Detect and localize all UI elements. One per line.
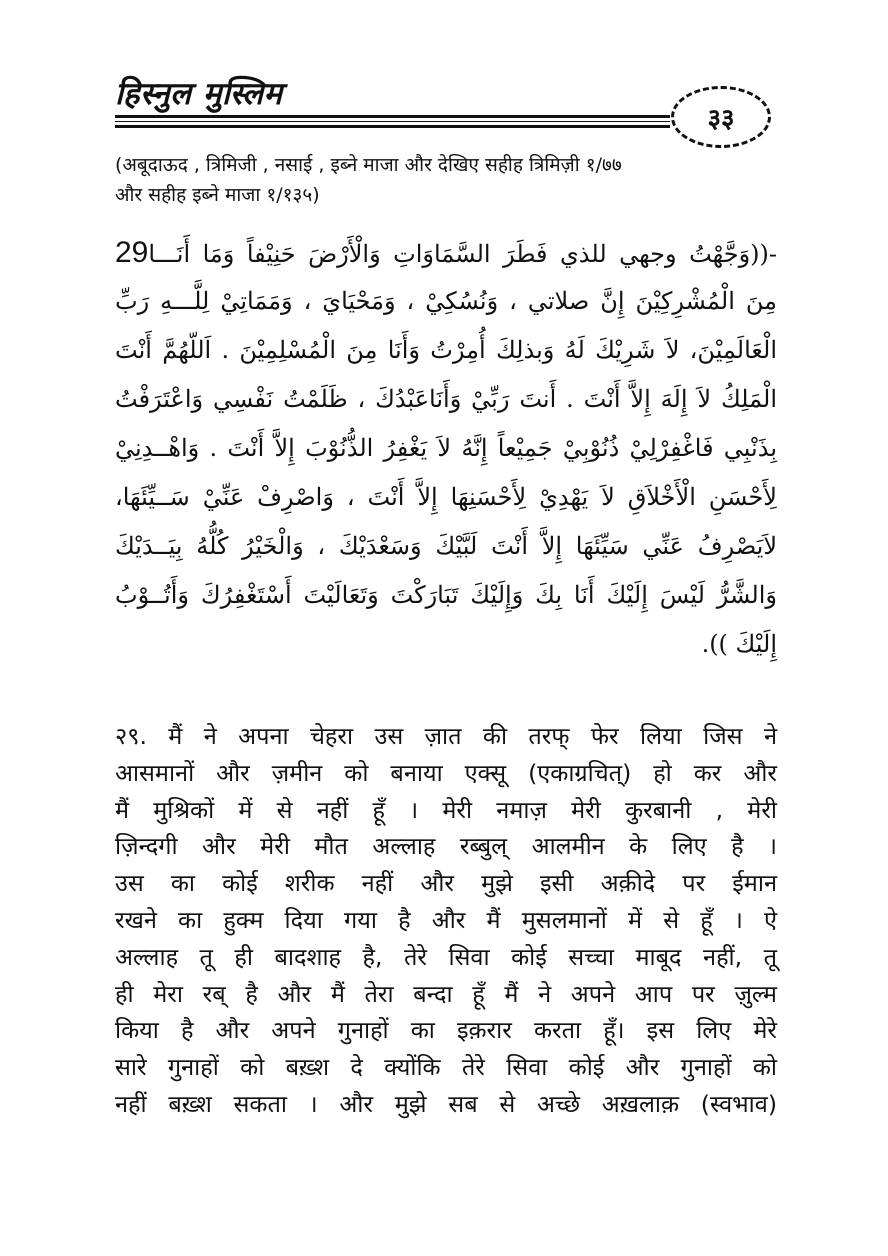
translation-line: मैं मुश्रिकों में से नहीं हूँ । मेरी नमाज़ मेरी कुरबानी , मेरी xyxy=(115,795,777,824)
translation-line: रखने का हुक्म दिया गया है और मैं मुसलमानों में से हूँ । ऐ xyxy=(115,905,777,934)
translation-line: सारे गुनाहों को बख़्श दे क्योंकि तेरे सिवा कोई और गुनाहों को xyxy=(115,1053,777,1082)
hadith-reference xyxy=(115,150,775,210)
book-title: हिस्नुल मुस्लिम xyxy=(115,72,283,118)
arabic-line: مِنَ الْمُشْرِكِيْنَ إِنَّ صلاتي ، وَنُسُكِيْ ، وَمَحْيَايَ ، وَمَمَاتِيْ لِلَّـــهِ رَبِّ xyxy=(115,287,777,315)
header-rule-thick xyxy=(115,115,670,118)
hindi-translation xyxy=(115,718,777,1123)
translation-line: २९. मैं ने अपना चेहरा उस ज़ात की तरफ् फेर लिया जिस ने xyxy=(115,722,777,750)
translation-line: अल्लाह तू ही बादशाह है, तेरे सिवा कोई सच्चा माबूद नहीं, तू xyxy=(115,942,777,971)
translation-line: आसमानों और ज़मीन को बनाया एक्सू (एकाग्रचित्) हो कर और xyxy=(115,758,777,787)
arabic-line xyxy=(115,228,777,277)
dua-number: 29 xyxy=(115,236,149,269)
arabic-dua xyxy=(115,228,777,669)
translation-line: उस का कोई शरीक नहीं और मुझे इसी अक़ीदे पर ईमान xyxy=(115,869,777,898)
header-rule-thin xyxy=(115,121,670,122)
page-number: ३३ xyxy=(707,104,735,134)
arabic-line: الْعَالَمِيْنَ، لاَ شَرِيْكَ لَهُ وَبذلِكَ أُمِرْتُ وَأَنَا مِنَ الْمُسْلِمِيْنَ . اَللّهُمَّ أَنْتَ xyxy=(115,336,777,364)
arabic-line: بِذَنْبِي فَاغْفِرْلِيْ ذُنُوْبِيْ جَمِيْعاً إِنَّهُ لاَ يَغْفِرُ الذُّنُوْبَ إِلاَّ أَنْتَ . وَاهْــدِنِيْ xyxy=(115,434,777,462)
translation-line: ज़िन्दगी और मेरी मौत अल्लाह रब्बुल् आलमीन के लिए है । xyxy=(115,832,777,861)
arabic-line: إِلَيْكَ )). xyxy=(701,630,777,658)
translation-line: नहीं बख़्श सकता । और मुझे सब से अच्छे अख़लाक़ (स्वभाव) xyxy=(115,1089,777,1118)
page-number-badge xyxy=(671,86,771,148)
translation-line: ही मेरा रब् है और मैं तेरा बन्दा हूँ मैं ने अपने आप पर ज़ुल्म xyxy=(115,979,777,1008)
reference-line: और सहीह इब्ने माजा १/१३५) xyxy=(115,184,320,206)
header-rule-thick-lower xyxy=(115,125,670,128)
translation-line: किया है और अपने गुनाहों का इक़रार करता हूँ। इस लिए मेरे xyxy=(115,1016,777,1045)
arabic-line: لِأَحْسَنِ الْأَخْلاَقِ لاَ يَهْدِيْ لِأَحْسَنِهَا إِلاَّ أَنْتَ ، وَاصْرِفْ عَنِّيْ سَــيِّئَهَا، xyxy=(115,483,777,511)
arabic-line-text: -((وَجَّهْتُ وجهي للذي فَطَرَ السَّمَاوَاتِ وَالْأَرْضَ حَنِيْفاً وَمَا أَنَـــا xyxy=(148,240,777,268)
arabic-line: لاَيَصْرِفُ عَنِّي سَيِّئَهَا إِلاَّ أَنْتَ لَبَّيْكَ وَسَعْدَيْكَ ، وَالْخَيْرُ كُلُّهُ بِيَــدَيْكَ xyxy=(115,532,777,560)
reference-line: (अबूदाऊद , त्रिमिजी , नसाई , इब्ने माजा और देखिए सहीह त्रिमिज़ी १/७७ xyxy=(115,154,622,176)
page-header xyxy=(115,72,775,162)
arabic-line: وَالشَّرُّ لَيْسَ إِلَيْكَ أَنَا بِكَ وَإِلَيْكَ تَبَارَكْتَ وَتَعَالَيْتَ أَسْتَغْفِرُكَ وَأَتُــوْبُ xyxy=(115,581,777,609)
arabic-line: الْمَلِكُ لاَ إِلَهَ إِلاَّ أَنْتَ . أَنتَ رَبِّيْ وَأَنَاعَبْدُكَ ، ظَلَمْتُ نَفْسِي وَاعْتَرَفْتُ xyxy=(115,385,777,413)
